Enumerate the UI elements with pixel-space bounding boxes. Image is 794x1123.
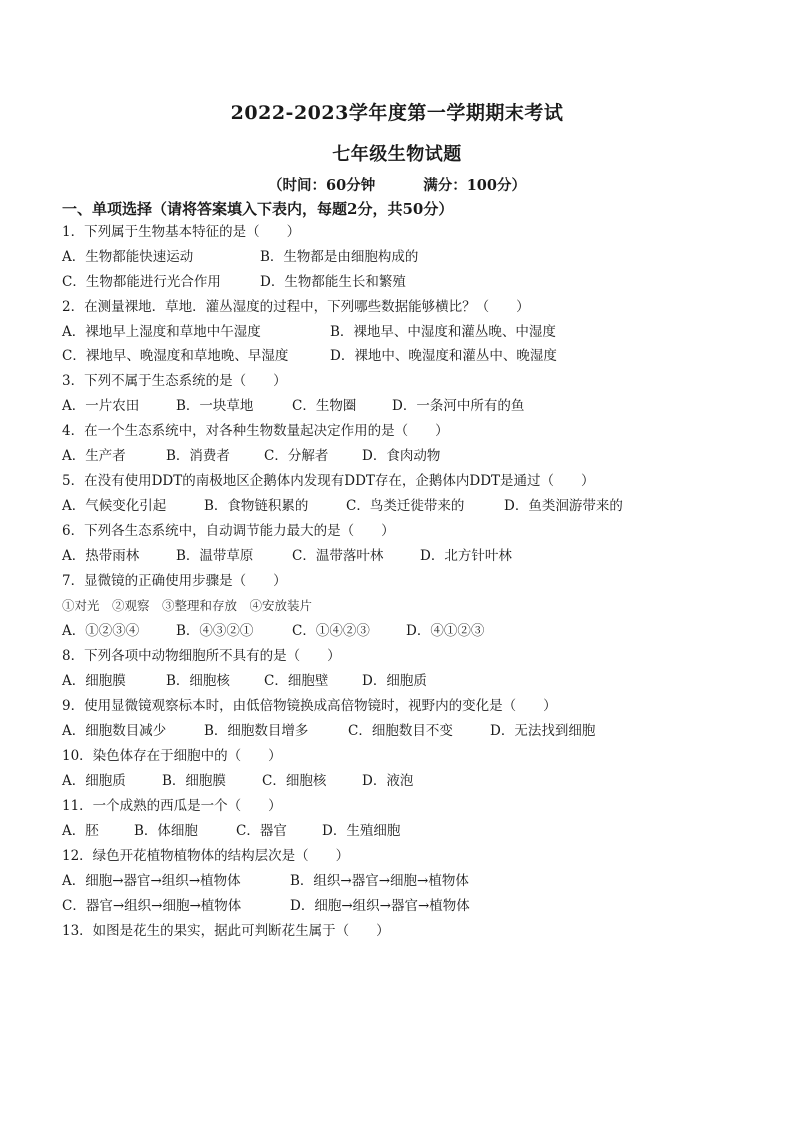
question-stem: 2．在测量裸地．草地．灌丛湿度的过程中，下列哪些数据能够横比？（ ） <box>62 299 530 315</box>
option-a: A．裸地早上湿度和草地中午湿度 <box>62 324 261 340</box>
option-d: D．鱼类洄游带来的 <box>504 498 623 514</box>
question-stem: 7．显微镜的正确使用步骤是（ ） <box>62 573 287 589</box>
exam-subtitle: 七年级生物试题 <box>332 144 462 165</box>
option-b: B．温带草原 <box>176 548 254 564</box>
option-c: C．生物都能进行光合作用 <box>62 274 221 290</box>
option-a: A．气候变化引起 <box>62 498 167 514</box>
option-c: C．器官 <box>236 823 287 839</box>
option-c: C．分解者 <box>264 448 329 464</box>
option-a: A．细胞→器官→组织→植物体 <box>62 873 241 889</box>
option-d: D．④①②③ <box>406 623 485 639</box>
question-stem: 8．下列各项中动物细胞所不具有的是（ ） <box>62 648 341 664</box>
option-d: D．生殖细胞 <box>322 823 401 839</box>
exam-title: 2022-2023学年度第一学期期末考试 <box>230 102 564 124</box>
option-c: C．细胞核 <box>262 773 327 789</box>
option-c: C．鸟类迁徙带来的 <box>346 498 465 514</box>
option-c: C．①④②③ <box>292 623 370 639</box>
section-heading: 一、单项选择（请将答案填入下表内，每题2分，共50分） <box>62 200 454 218</box>
option-b: B．一块草地 <box>176 398 254 414</box>
option-a: A．①②③④ <box>62 623 140 639</box>
question-stem: 1．下列属于生物基本特征的是（ ） <box>62 224 301 240</box>
question-stem: 9．使用显微镜观察标本时，由低倍物镜换成高倍物镜时，视野内的变化是（ ） <box>62 698 557 714</box>
question-stem: 10．染色体存在于细胞中的（ ） <box>62 748 282 764</box>
option-a: A．生产者 <box>62 448 126 464</box>
question-stem: 12．绿色开花植物植物体的结构层次是（ ） <box>62 848 350 864</box>
exam-time: （时间：60分钟 <box>268 177 376 194</box>
question-stem: 4．在一个生态系统中，对各种生物数量起决定作用的是（ ） <box>62 423 449 439</box>
option-c: C．生物圈 <box>292 398 357 414</box>
option-b: B．细胞核 <box>166 673 230 689</box>
option-a: A．细胞膜 <box>62 673 126 689</box>
option-d: D．食肉动物 <box>362 448 441 464</box>
option-a: A．生物都能快速运动 <box>62 249 194 265</box>
question-hint: ①对光 ②观察 ③整理和存放 ④安放装片 <box>62 598 313 613</box>
question-stem: 13．如图是花生的果实，据此可判断花生属于（ ） <box>62 923 390 939</box>
option-d: D．细胞→组织→器官→植物体 <box>290 898 470 914</box>
option-d: D．北方针叶林 <box>420 548 512 564</box>
option-c: C．器官→组织→细胞→植物体 <box>62 898 242 914</box>
option-a: A．细胞数目减少 <box>62 723 167 739</box>
option-b: B．细胞膜 <box>162 773 226 789</box>
option-b: B．生物都是由细胞构成的 <box>260 249 419 265</box>
question-stem: 3．下列不属于生态系统的是（ ） <box>62 373 287 389</box>
option-d: D．无法找到细胞 <box>490 723 596 739</box>
question-stem: 11．一个成熟的西瓜是一个（ ） <box>62 798 282 814</box>
option-a: A．细胞质 <box>62 773 126 789</box>
option-d: D．液泡 <box>362 773 414 789</box>
option-b: B．体细胞 <box>134 823 198 839</box>
option-c: C．裸地早、晚湿度和草地晚、早湿度 <box>62 348 289 364</box>
option-b: B．细胞数目增多 <box>204 723 309 739</box>
option-b: B．消费者 <box>166 448 230 464</box>
question-stem: 5．在没有使用DDT的南极地区企鹅体内发现有DDT存在，企鹅体内DDT是通过（ ） <box>62 473 595 489</box>
question-stem: 6．下列各生态系统中，自动调节能力最大的是（ ） <box>62 523 395 539</box>
exam-meta <box>0 174 794 195</box>
option-a: A．一片农田 <box>62 398 140 414</box>
option-a: A．胚 <box>62 823 99 839</box>
option-d: D．裸地中、晚湿度和灌丛中、晚湿度 <box>330 348 557 364</box>
option-b: B．裸地早、中湿度和灌丛晚、中湿度 <box>330 324 556 340</box>
option-c: C．细胞壁 <box>264 673 329 689</box>
option-a: A．热带雨林 <box>62 548 140 564</box>
option-c: C．细胞数目不变 <box>348 723 453 739</box>
exam-score: 满分：100分） <box>423 177 526 194</box>
option-c: C．温带落叶林 <box>292 548 384 564</box>
option-d: D．细胞质 <box>362 673 427 689</box>
option-b: B．食物链积累的 <box>204 498 309 514</box>
option-d: D．一条河中所有的鱼 <box>392 398 525 414</box>
option-b: B．组织→器官→细胞→植物体 <box>290 873 469 889</box>
option-d: D．生物都能生长和繁殖 <box>260 274 406 290</box>
option-b: B．④③②① <box>176 623 254 639</box>
